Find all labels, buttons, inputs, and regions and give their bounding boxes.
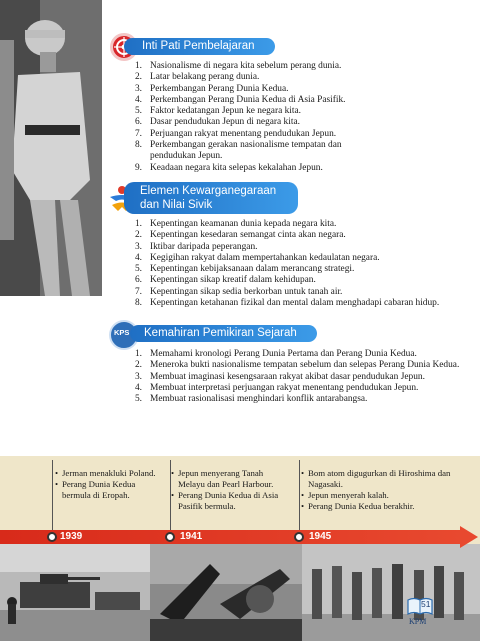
page-number-badge bbox=[407, 596, 433, 630]
list-item: 3. Membuat imaginasi kesengsaraan rakyat akibat dasar pendudukan Jepun. bbox=[134, 371, 425, 382]
timeline-event-1939 bbox=[62, 468, 162, 501]
timeline-event-1941 bbox=[178, 468, 288, 512]
list-item: 8. Kepentingan ketahanan fizikal dan mental dalam menghadapi cabaran hidup. bbox=[134, 298, 440, 309]
list-item: 1. Kepentingan keamanan dunia kepada negara kita. bbox=[134, 219, 337, 229]
section-title: Kemahiran Pemikiran Sejarah bbox=[130, 325, 317, 342]
list-item: 7. Perjuangan rakyat menentang pendudukan Jepun. bbox=[134, 128, 337, 139]
kemahiran-list bbox=[130, 349, 470, 405]
section-header-elemen bbox=[124, 182, 298, 214]
list-item: 5. Kepentingan kebijaksanaan dalam merancang strategi. bbox=[134, 264, 355, 275]
timeline-point: • Perang Dunia Kedua bermula di Eropah. bbox=[62, 479, 162, 501]
bombing-photo bbox=[150, 544, 302, 641]
list-item: 2. Meneroka bukti nasionalisme tempatan sebelum dan selepas Perang Dunia Kedua. bbox=[134, 360, 460, 371]
timeline-dot bbox=[165, 532, 175, 542]
list-item: 3. Perkembangan Perang Dunia Kedua. bbox=[134, 83, 289, 94]
publisher-label: KPM bbox=[409, 617, 427, 626]
list-item: 5. Faktor kedatangan Jepun ke negara kita. bbox=[134, 106, 301, 117]
timeline-year: 1941 bbox=[180, 531, 203, 542]
section-title-line2: dan Nilai Sivik bbox=[140, 199, 213, 211]
timeline-connector bbox=[299, 460, 300, 540]
timeline-point: • Bom atom digugurkan di Hiroshima dan Nagasaki. bbox=[308, 468, 458, 490]
timeline-point: • Jerman menakluki Poland. bbox=[62, 468, 162, 479]
section-header-inti-pati bbox=[124, 38, 275, 55]
timeline-arrow bbox=[460, 526, 478, 548]
timeline-year: 1939 bbox=[60, 531, 83, 542]
list-item: 1. Memahami kronologi Perang Dunia Pertama dan Perang Dunia Kedua. bbox=[134, 349, 417, 359]
list-item: 9. Keadaan negara kita selepas kekalahan Jepun. bbox=[134, 162, 323, 173]
timeline-point: • Jepun menyerah kalah. bbox=[308, 490, 458, 501]
timeline-connector bbox=[52, 460, 53, 540]
timeline-point: • Perang Dunia Kedua di Asia Pasifik bermula. bbox=[178, 490, 288, 512]
list-item: 4. Membuat interpretasi perjuangan rakyat menentang pendudukan Jepun. bbox=[134, 382, 419, 393]
timeline-point: • Jepun menyerang Tanah Melayu dan Pearl Harbour. bbox=[178, 468, 288, 490]
section-title-line1: Elemen Kewarganegaraan bbox=[140, 185, 277, 197]
list-item: 2. Kepentingan kesedaran semangat cinta akan negara. bbox=[134, 230, 346, 241]
timeline-dot bbox=[294, 532, 304, 542]
soldier-photo bbox=[0, 0, 102, 296]
list-item: 7. Kepentingan sikap sedia berkorban untuk tanah air. bbox=[134, 286, 343, 297]
list-item: 4. Kegigihan rakyat dalam mempertahankan kedaulatan negara. bbox=[134, 252, 380, 263]
kps-badge-label: KPS bbox=[114, 328, 130, 337]
section-title bbox=[124, 182, 298, 214]
page-number: 51 bbox=[421, 599, 431, 609]
list-item: 6. Dasar pendudukan Jepun di negara kita. bbox=[134, 117, 300, 128]
timeline-connector bbox=[170, 460, 171, 540]
timeline-year: 1945 bbox=[309, 531, 332, 542]
timeline-dot bbox=[47, 532, 57, 542]
list-item: 2. Latar belakang perang dunia. bbox=[134, 72, 260, 83]
section-title: Inti Pati Pembelajaran bbox=[124, 38, 275, 55]
list-item: 5. Membuat rasionalisasi menghindari konflik antarabangsa. bbox=[134, 394, 368, 405]
section-header-kemahiran bbox=[130, 325, 317, 342]
list-item: 1. Nasionalisme di negara kita sebelum perang dunia. bbox=[134, 61, 342, 71]
list-item: 4. Perkembangan Perang Dunia Kedua di Asia Pasifik. bbox=[134, 94, 346, 105]
surrender-photo bbox=[302, 544, 480, 641]
list-item: 8. Perkembangan gerakan nasionalisme tempatan dan pendudukan Jepun. bbox=[134, 140, 342, 162]
timeline-event-1945 bbox=[308, 468, 458, 512]
list-item: 6. Kepentingan sikap kreatif dalam kehidupan. bbox=[134, 275, 316, 286]
timeline-point: • Perang Dunia Kedua berakhir. bbox=[308, 501, 458, 512]
inti-pati-list bbox=[130, 61, 460, 174]
elemen-list bbox=[130, 219, 465, 309]
tanks-photo bbox=[0, 544, 150, 641]
list-item: 3. Iktibar daripada peperangan. bbox=[134, 241, 258, 252]
